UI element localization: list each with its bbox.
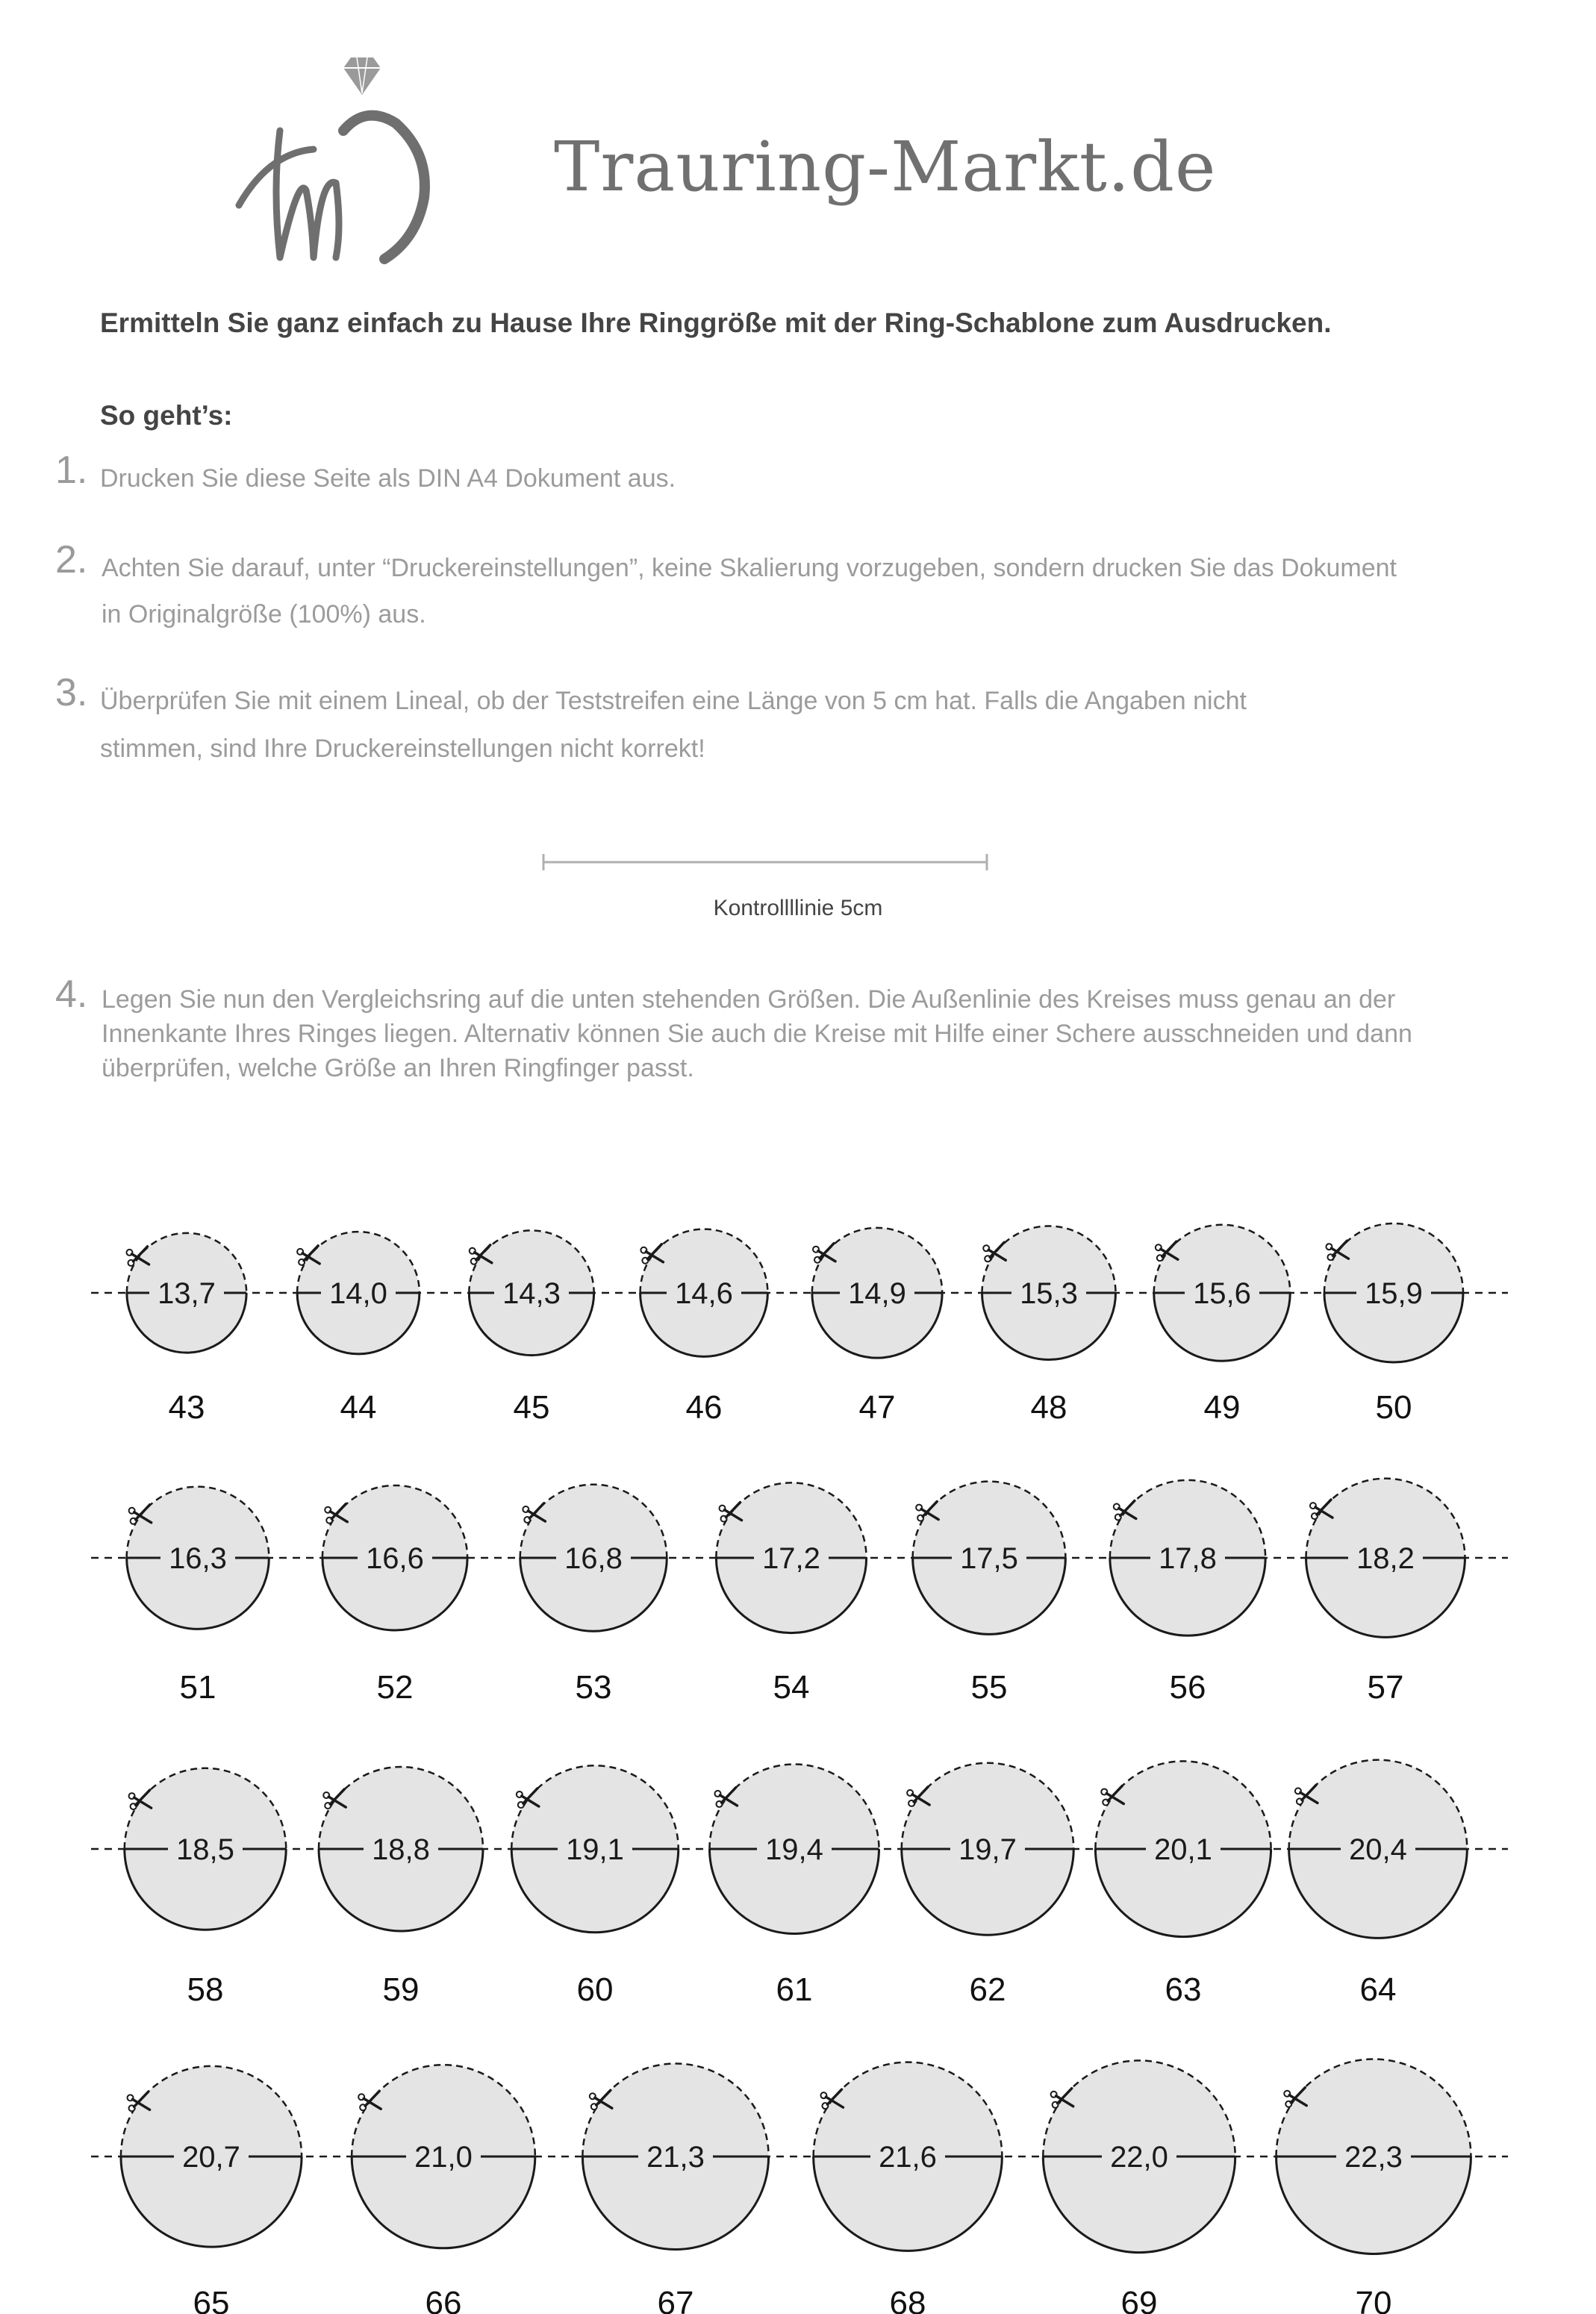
ring-diameter-label: 19,7: [958, 1833, 1017, 1866]
ring-row: [91, 1760, 1508, 2008]
step-number: 1.: [55, 449, 88, 492]
ring-size-number: 65: [193, 2285, 230, 2314]
ring-circle-63[interactable]: [1095, 1761, 1271, 1936]
ring-circle-69[interactable]: [1043, 2060, 1235, 2252]
ring-circle-43[interactable]: [126, 1233, 246, 1353]
ring-circle-48[interactable]: [982, 1226, 1115, 1359]
ring-size-number: 53: [575, 1669, 612, 1706]
ring-size-number: 67: [657, 2285, 694, 2314]
ring-size-number: 66: [425, 2285, 462, 2314]
step-number: 4.: [55, 973, 88, 1016]
brand-logo-icon: [224, 41, 493, 265]
ring-circle-59[interactable]: [319, 1767, 483, 1931]
ring-size-number: 45: [513, 1389, 550, 1426]
ring-diameter-label: 14,9: [848, 1277, 906, 1310]
ring-size-template: [0, 1120, 1596, 2314]
ring-diameter-label: 16,6: [366, 1542, 424, 1575]
ring-size-number: 69: [1120, 2285, 1158, 2314]
ring-size-number: 59: [382, 1971, 420, 2008]
ring-size-number: 56: [1169, 1669, 1206, 1706]
ring-diameter-label: 15,3: [1020, 1277, 1078, 1310]
step-text-line: überprüfen, welche Größe an Ihren Ringfinger passt.: [102, 1054, 694, 1082]
ring-diameter-label: 16,8: [564, 1542, 623, 1575]
ring-circle-61[interactable]: [710, 1765, 879, 1934]
ring-diameter-label: 15,6: [1193, 1277, 1251, 1310]
ring-size-number: 51: [179, 1669, 216, 1706]
ring-diameter-label: 17,2: [762, 1542, 820, 1575]
ring-size-number: 55: [970, 1669, 1008, 1706]
ring-diameter-label: 14,3: [502, 1277, 561, 1310]
step-text-line: Legen Sie nun den Vergleichsring auf die unten stehenden Größen. Die Außenlinie des Kreises muss genau an der: [102, 985, 1396, 1014]
ring-diameter-label: 17,8: [1159, 1542, 1217, 1575]
ring-size-number: 49: [1203, 1389, 1241, 1426]
ring-size-number: 61: [776, 1971, 813, 2008]
intro-heading: Ermitteln Sie ganz einfach zu Hause Ihre Ringgröße mit der Ring-Schablone zum Ausdrucken.: [100, 308, 1332, 338]
brand-name: Trauring-Markt.de: [554, 127, 1217, 207]
ring-diameter-label: 18,5: [176, 1833, 234, 1866]
ring-size-number: 62: [969, 1971, 1006, 2008]
diamond-icon: [343, 57, 381, 95]
ring-size-number: 50: [1375, 1389, 1412, 1426]
ring-size-number: 58: [187, 1971, 224, 2008]
ring-size-number: 46: [685, 1389, 723, 1426]
ring-row: [91, 1479, 1508, 1706]
ring-circle-60[interactable]: [511, 1765, 678, 1932]
ring-row: [91, 2059, 1508, 2314]
ring-circle-52[interactable]: [322, 1485, 467, 1630]
step-number: 2.: [55, 538, 88, 581]
ring-size-number: 43: [168, 1389, 205, 1426]
ring-circle-56[interactable]: [1110, 1480, 1265, 1635]
ring-circle-58[interactable]: [125, 1768, 286, 1930]
ring-size-number: 60: [576, 1971, 614, 2008]
howto-heading: So geht’s:: [100, 400, 233, 431]
ring-diameter-label: 22,0: [1110, 2141, 1168, 2174]
ring-diameter-label: 21,6: [879, 2141, 937, 2174]
ring-diameter-label: 19,4: [765, 1833, 823, 1866]
step-text-line: Drucken Sie diese Seite als DIN A4 Dokument aus.: [100, 464, 676, 493]
ring-circle-70[interactable]: [1277, 2059, 1471, 2254]
ring-diameter-label: 13,7: [158, 1277, 216, 1310]
ring-diameter-label: 19,1: [566, 1833, 624, 1866]
ring-circle-55[interactable]: [913, 1482, 1066, 1635]
step-text-line: in Originalgröße (100%) aus.: [102, 600, 426, 629]
ring-diameter-label: 16,3: [169, 1542, 227, 1575]
monogram-icon: [239, 131, 339, 258]
ring-size-number: 52: [376, 1669, 414, 1706]
ring-diameter-label: 14,6: [675, 1277, 733, 1310]
ring-size-number: 68: [889, 2285, 926, 2314]
ring-circle-67[interactable]: [582, 2063, 768, 2249]
ring-circle-46[interactable]: [640, 1229, 768, 1357]
ring-size-number: 44: [340, 1389, 377, 1426]
ring-circle-49[interactable]: [1154, 1225, 1291, 1362]
ring-circle-44[interactable]: [297, 1232, 420, 1354]
ring-diameter-label: 18,8: [372, 1833, 430, 1866]
ring-size-number: 64: [1359, 1971, 1397, 2008]
ring-diameter-label: 15,9: [1365, 1277, 1423, 1310]
ring-diameter-label: 21,0: [414, 2141, 473, 2174]
ring-size-number: 47: [858, 1389, 896, 1426]
ring-diameter-label: 14,0: [329, 1277, 387, 1310]
ring-size-number: 63: [1165, 1971, 1202, 2008]
control-line: [537, 851, 993, 873]
ring-diameter-label: 21,3: [646, 2141, 705, 2174]
ring-circle-64[interactable]: [1289, 1760, 1468, 1939]
step-text-line: Achten Sie darauf, unter “Druckereinstellungen”, keine Skalierung vorzugeben, sondern drucken Sie das Dokument: [102, 554, 1397, 582]
ring-circle-51[interactable]: [127, 1487, 269, 1630]
ring-diameter-label: 18,2: [1356, 1542, 1415, 1575]
ring-circle-62[interactable]: [902, 1763, 1073, 1935]
ring-circle-50[interactable]: [1324, 1223, 1463, 1362]
ring-size-number: 70: [1355, 2285, 1392, 2314]
step-number: 3.: [55, 671, 88, 714]
ring-circle-47[interactable]: [812, 1228, 942, 1358]
ring-diameter-label: 20,7: [182, 2141, 240, 2174]
step-text-line: stimmen, sind Ihre Druckereinstellungen nicht korrekt!: [100, 735, 705, 763]
ring-diameter-label: 22,3: [1344, 2141, 1403, 2174]
step-text-line: Überprüfen Sie mit einem Lineal, ob der Teststreifen eine Länge von 5 cm hat. Falls die Angaben nicht: [100, 687, 1247, 715]
ring-diameter-label: 20,1: [1154, 1833, 1212, 1866]
ring-size-number: 48: [1030, 1389, 1067, 1426]
ring-circle-65[interactable]: [121, 2066, 302, 2247]
ring-circle-54[interactable]: [716, 1482, 866, 1632]
control-line-label: Kontrollllinie 5cm: [713, 896, 883, 920]
step-text-line: Innenkante Ihres Ringes liegen. Alternativ können Sie auch die Kreise mit Hilfe einer Schere ausschneiden und dann: [102, 1020, 1412, 1048]
ring-size-number: 57: [1367, 1669, 1404, 1706]
ring-circle-66[interactable]: [352, 2065, 535, 2248]
ring-size-number: 54: [773, 1669, 810, 1706]
ring-row: [91, 1223, 1508, 1426]
ring-diameter-label: 20,4: [1349, 1833, 1407, 1866]
ring-circle-53[interactable]: [520, 1485, 667, 1632]
ring-circle-45[interactable]: [469, 1230, 593, 1355]
ring-arc-icon: [343, 116, 425, 259]
ring-diameter-label: 17,5: [960, 1542, 1018, 1575]
ring-circle-57[interactable]: [1306, 1479, 1465, 1638]
ring-circle-68[interactable]: [814, 2062, 1003, 2251]
